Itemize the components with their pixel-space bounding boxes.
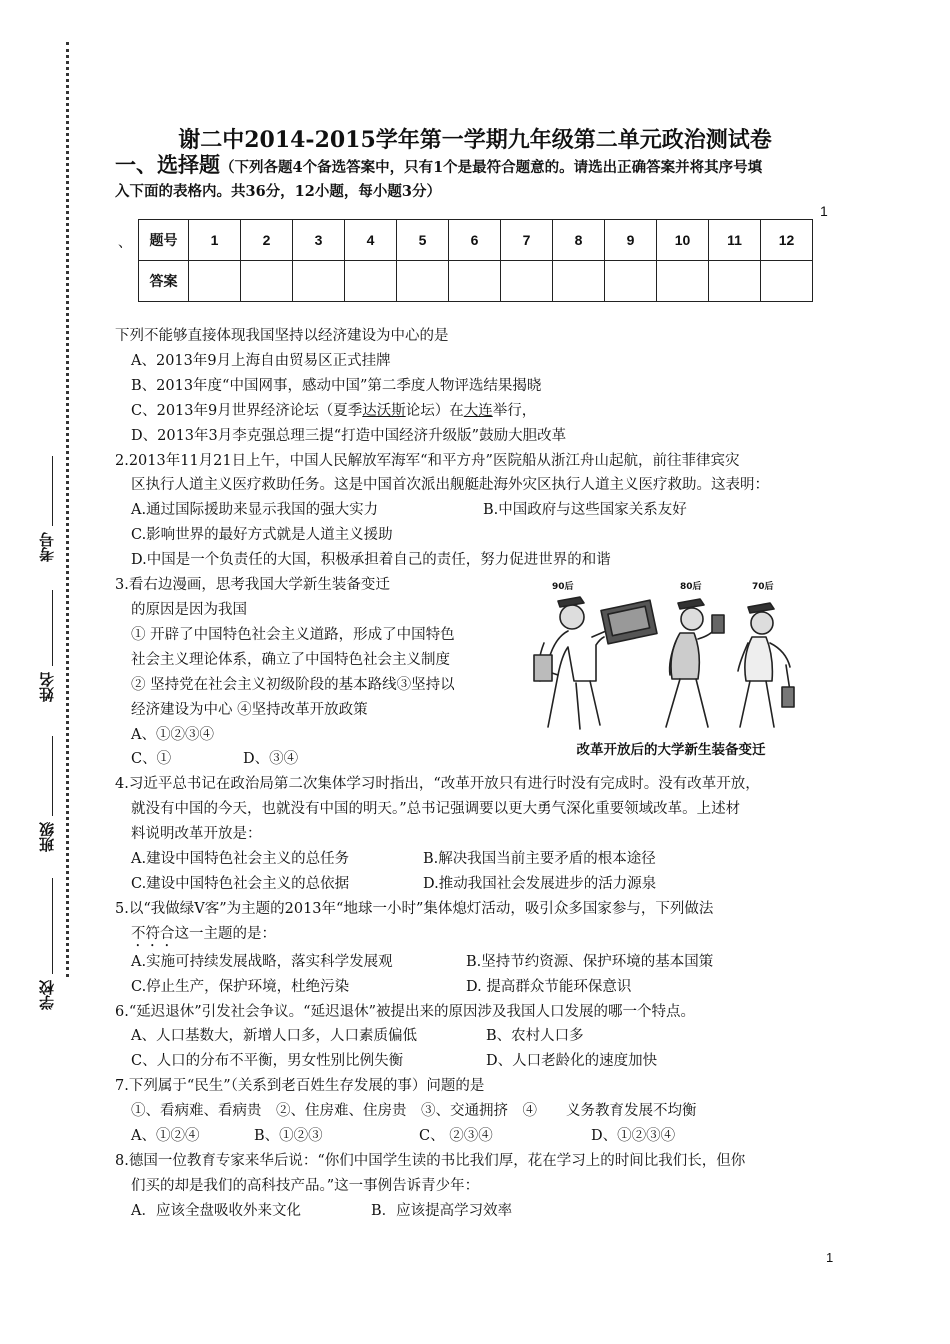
q3-stem-line-4: 社会主义理论体系，确立了中国特色社会主义制度 [131,651,450,668]
q1-option-d: D、2013年3月李克强总理三提“打造中国经济升级版”鼓励大胆改革 [131,427,567,444]
table-cell-number: 11 [709,220,761,261]
q2-stem-line-1: 2.2013年11月21日上午，中国人民解放军海军“和平方舟”医院船从浙江舟山起航，前往菲律宾灾 [115,452,740,469]
q3-option-c: C、① [131,751,172,768]
school-blank [52,878,54,974]
q6-stem: 6.“延迟退休”引发社会争议。“延迟退休”被提出来的原因涉及我国人口发展的哪一个特点。 [115,1003,695,1020]
table-cell-number: 3 [293,220,345,261]
table-cell-number: 1 [189,220,241,261]
exam-number-label: 考号 [38,532,56,562]
table-cell-number: 9 [605,220,657,261]
table-cell-number: 8 [553,220,605,261]
q4-options-ab [115,847,850,872]
table-cell-number: 4 [345,220,397,261]
answer-cell[interactable] [241,261,293,302]
corner-number: 1 [820,203,828,219]
answer-cell[interactable] [501,261,553,302]
table-cell-number: 12 [761,220,813,261]
table-cell-number: 7 [501,220,553,261]
q7-option-d: D、①②③④ [591,1128,676,1145]
table-mark: 、 [118,235,132,251]
section-heading [115,153,845,204]
q2-option-c: C.影响世界的最好方式就是人道主义援助 [131,527,393,544]
q8-stem-line-1: 8.德国一位教育专家来华后说：“你们中国学生读的书比我们厚，花在学习上的时间比我们长，但你 [115,1153,746,1169]
q2-stem-line-2: 区执行人道主义医疗救助任务。这是中国首次派出舰艇赴海外灾区执行人道主义医疗救助。这表明： [131,477,769,494]
table-cell-number: 6 [449,220,501,261]
class-label: 班级 [38,822,56,852]
answer-cell[interactable] [761,261,813,302]
q2-option-d: D.中国是一个负责任的大国，积极承担着自己的责任，努力促进世界的和谐 [131,552,611,569]
q1-stem: 下列不能够直接体现我国坚持以经济建设为中心的是 [115,328,449,344]
q5-stem-line-1: 5.以“我做绿V客”为主题的2013年“地球一小时”集体熄灯活动，吸引众多国家参与，下列做法 [115,900,714,917]
answer-cell[interactable] [605,261,657,302]
q5-stem-line-2: 不符合这一主题的是： [131,925,276,942]
q2-options-ab [115,498,850,523]
q1-option-c: C、2013年9月世界经济论坛（夏季达沃斯论坛）在大连举行， [131,402,537,419]
q4-option-c: C.建设中国特色社会主义的总依据 [131,875,350,892]
q1-option-a: A、2013年9月上海自由贸易区正式挂牌 [131,352,391,369]
q5-option-d: D. 提高群众节能环保意识 [466,978,632,995]
cartoon-caption: 改革开放后的大学新生装备变迁 [576,742,766,758]
student-70s-figure [738,603,794,727]
q3-option-a: A、①②③④ [131,726,214,743]
q1-option-b: B、2013年度“中国网事，感动中国”第二季度人物评选结果揭晓 [131,377,542,394]
q5-options-ab [115,950,850,975]
q5-option-c: C.停止生产，保护环境，杜绝污染 [131,978,350,995]
class-blank [52,736,54,816]
table-cell-number: 10 [657,220,709,261]
q4-option-d: D.推动我国社会发展进步的活力源泉 [423,875,657,892]
answer-row [139,261,813,302]
answer-cell[interactable] [345,261,397,302]
q4-option-a: A.建设中国特色社会主义的总任务 [131,851,350,868]
q3-stem-line-2: 的原因是因为我国 [131,601,247,618]
answer-table [138,219,813,302]
section-title: 一、选择题 [115,152,220,177]
q5-options-cd [115,975,850,1000]
answer-cell[interactable] [553,261,605,302]
answer-cell[interactable] [293,261,345,302]
row-header-number: 题号 [139,220,189,261]
q5-emphasis: 不符合 [131,925,175,942]
q3-stem-line-5: ② 坚持党在社会主义初级阶段的基本路线③坚持以 [131,676,455,693]
school-label: 学校 [38,980,56,1010]
student-80s-figure [666,599,724,727]
q7-option-c: C、 ②③④ [419,1128,493,1145]
question-number-row [139,220,813,261]
answer-cell[interactable] [397,261,449,302]
q4-stem-line-3: 料说明改革开放是： [131,826,262,843]
label-70s: 70后 [752,582,774,592]
q5-option-b: B.坚持节约资源、保护环境的基本国策 [466,953,714,970]
student-equipment-cartoon [530,577,812,733]
q6-option-d: D、人口老龄化的速度加快 [486,1053,658,1070]
label-90s: 90后 [552,582,574,592]
q7-stem: 7.下列属于“民生”（关系到老百姓生存发展的事）问题的是 [115,1078,485,1095]
q8-options-ab [115,1199,850,1224]
q2-option-b: B.中国政府与这些国家关系友好 [483,502,687,519]
section-instructions-1: （下列各题4个备选答案中，只有1个是最符合题意的。请选出正确答案并将其序号填 [220,159,763,176]
q3-stem-line-3: ① 开辟了中国特色社会主义道路，形成了中国特色 [131,626,455,643]
q4-options-cd [115,872,850,897]
row-header-answer: 答案 [139,261,189,302]
question-list [115,324,850,1224]
answer-cell[interactable] [449,261,501,302]
answer-cell[interactable] [709,261,761,302]
name-label: 姓名 [38,672,56,702]
q6-option-a: A、人口基数大，新增人口多，人口素质偏低 [131,1028,417,1045]
binding-dotted-line [66,42,69,977]
q8-option-a: A．应该全盘吸收外来文化 [131,1202,301,1219]
student-90s-figure [534,597,657,729]
q3-stem-line-6: 经济建设为中心 ④坚持改革开放政策 [131,701,368,718]
page-title: 谢二中2014-2015学年第一学期九年级第二单元政治测试卷 [178,127,772,153]
name-blank [52,590,54,666]
q5-option-a: A.实施可持续发展战略，落实科学发展观 [131,953,393,970]
q7-items: ①、看病难、看病贵 ②、住房难、住房贵 ③、交通拥挤 ④ 义务教育发展不均衡 [131,1103,697,1120]
section-instructions-2: 入下面的表格内。共36分，12小题，每小题3分） [115,183,441,200]
q6-option-b: B、农村人口多 [486,1028,584,1045]
q6-options-ab [115,1024,850,1049]
q7-options [115,1124,850,1149]
page-number: 1 [826,1250,834,1265]
q8-option-b: B．应该提高学习效率 [371,1202,513,1219]
q8-stem-line-2: 们买的却是我们的高科技产品。”这一事例告诉青少年： [131,1177,480,1194]
q4-stem-line-2: 就没有中国的今天，也就没有中国的明天。”总书记强调要以更大勇气深化重要领域改革。上述材 [131,801,741,818]
label-80s: 80后 [680,582,702,592]
q6-option-c: C、人口的分布不平衡，男女性别比例失衡 [131,1053,404,1070]
q6-options-cd [115,1049,850,1074]
q3-stem-line-1: 3.看右边漫画，思考我国大学新生装备变迁 [115,577,390,594]
answer-cell[interactable] [657,261,709,302]
q7-option-b: B、①②③ [254,1128,323,1145]
table-cell-number: 2 [241,220,293,261]
exam-number-blank [52,456,54,526]
q3-option-d: D、③④ [243,751,299,768]
q4-option-b: B.解决我国当前主要矛盾的根本途径 [423,851,656,868]
q7-option-a: A、①②④ [131,1128,200,1145]
q4-stem-line-1: 4.习近平总书记在政治局第二次集体学习时指出，“改革开放只有进行时没有完成时。没有改革开放， [115,776,760,793]
q2-option-a: A.通过国际援助来显示我国的强大实力 [131,502,379,519]
answer-cell[interactable] [189,261,241,302]
table-cell-number: 5 [397,220,449,261]
